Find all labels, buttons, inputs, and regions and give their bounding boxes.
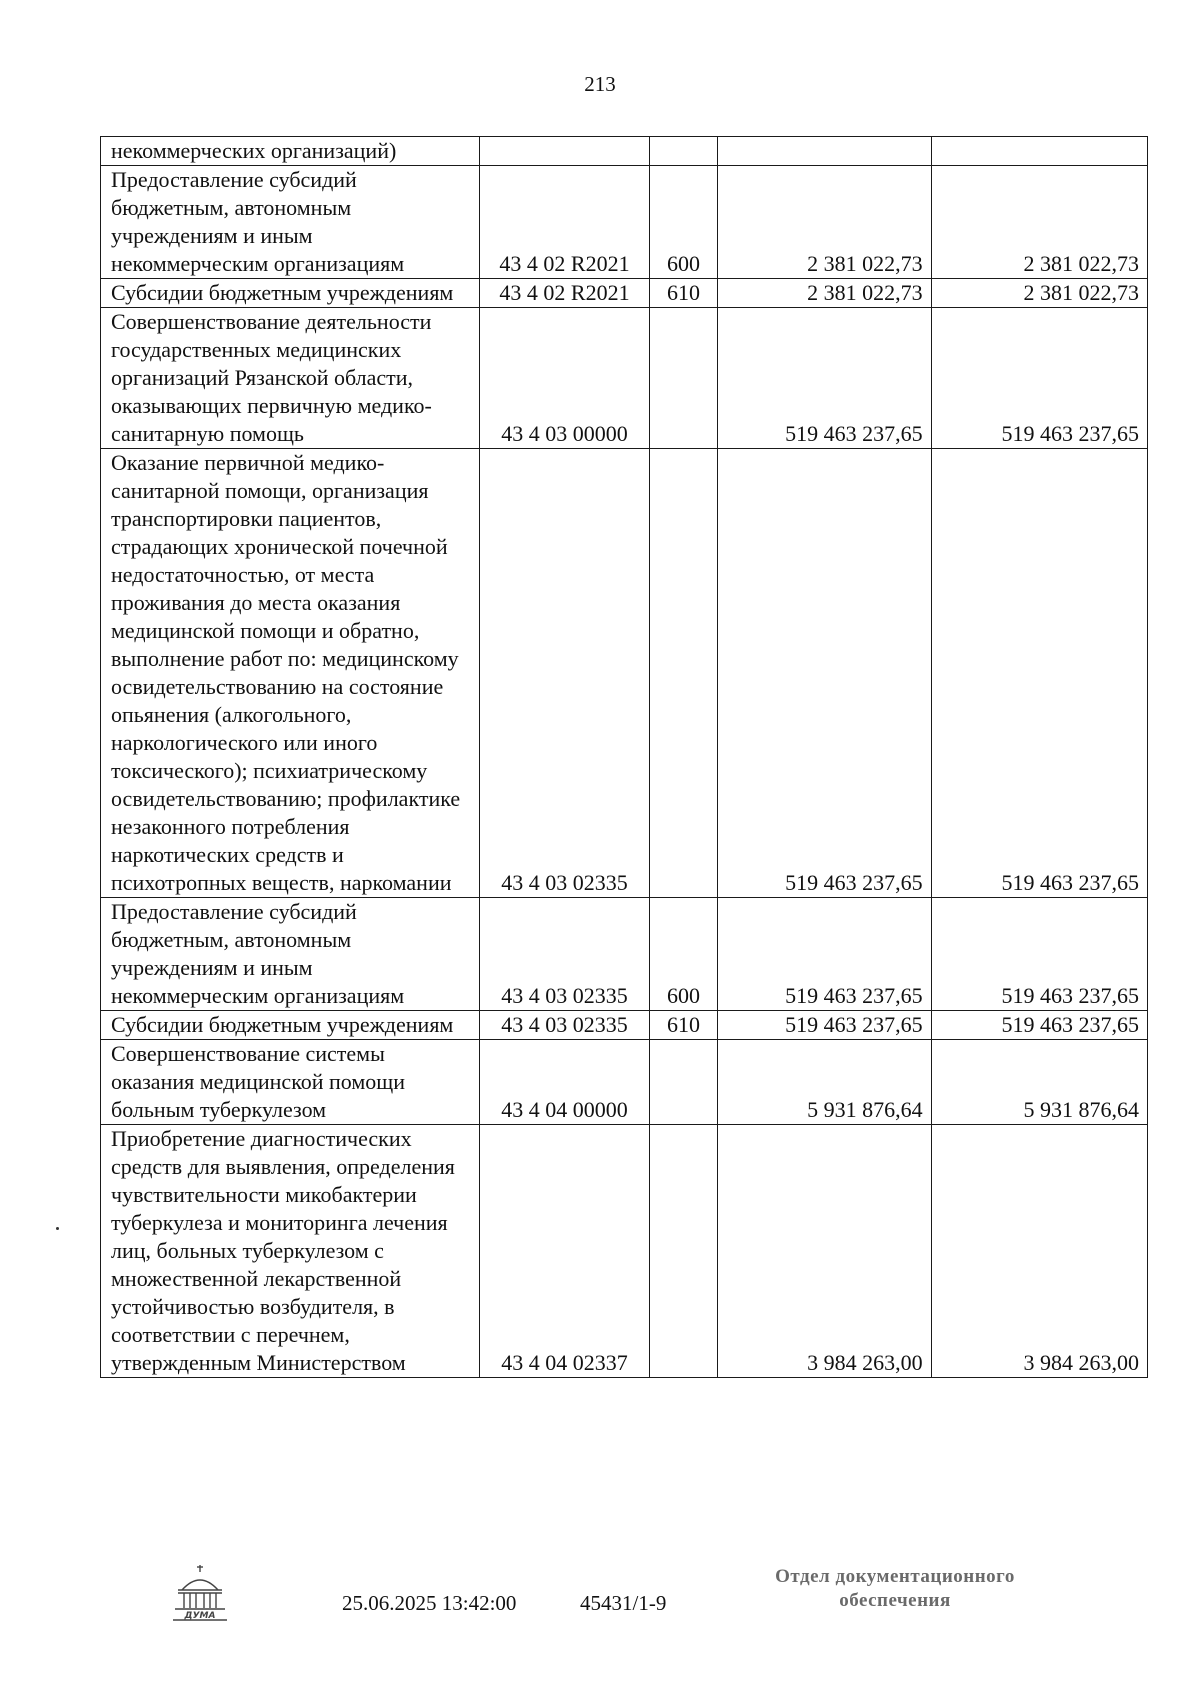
stamp-line-1: Отдел документационного [775,1566,1015,1587]
row-type [650,137,717,166]
row-code [479,137,650,166]
row-code: 43 4 03 02335 [479,1011,650,1040]
row-type: 600 [650,898,717,1011]
table-row [101,1011,1148,1040]
page-number: 213 [584,72,616,96]
row-amount-1: 519 463 237,65 [717,898,931,1011]
row-amount-1: 519 463 237,65 [717,1011,931,1040]
table-row [101,308,1148,449]
table-row [101,279,1148,308]
row-amount-2: 519 463 237,65 [931,449,1147,898]
row-code: 43 4 02 R2021 [479,279,650,308]
svg-text:ДУМА: ДУМА [184,1611,216,1621]
row-amount-1: 5 931 876,64 [717,1040,931,1125]
table-row [101,1040,1148,1125]
row-code: 43 4 02 R2021 [479,166,650,279]
row-type: 610 [650,1011,717,1040]
row-type [650,449,717,898]
table-row [101,898,1148,1011]
table-row [101,1125,1148,1378]
row-amount-2: 2 381 022,73 [931,279,1147,308]
row-name: некоммерческих организаций) [101,137,480,166]
footer-doc-number: 45431/1-9 [580,1591,667,1615]
row-type: 600 [650,166,717,279]
row-name: Субсидии бюджетным учреждениям [101,1011,480,1040]
row-name: Предоставление субсидий бюджетным, автономным учреждениям и иным некоммерческим организациям [101,166,480,279]
row-name: Приобретение диагностических средств для выявления, определения чувствительности микобактерии туберкулеза и мониторинга лечения лиц, больных туберкулезом с множественной лекарственной устойчивостью возбудителя, в соответствии с перечнем, утвержденным Министерством [101,1125,480,1378]
row-name: Совершенствование деятельности государственных медицинских организаций Рязанской области, оказывающих первичную медико-санитарную помощь [101,308,480,449]
scan-speck [56,1227,59,1230]
row-amount-2 [931,137,1147,166]
row-amount-2: 519 463 237,65 [931,1011,1147,1040]
footer-date: 25.06.2025 13:42:00 [342,1591,517,1615]
stamp-line-2: обеспечения [839,1590,951,1611]
row-amount-1: 519 463 237,65 [717,308,931,449]
row-code: 43 4 03 02335 [479,449,650,898]
row-type [650,308,717,449]
row-code: 43 4 04 00000 [479,1040,650,1125]
row-name: Предоставление субсидий бюджетным, автономным учреждениям и иным некоммерческим организациям [101,898,480,1011]
row-name: Совершенствование системы оказания медицинской помощи больным туберкулезом [101,1040,480,1125]
row-type [650,1040,717,1125]
row-name: Субсидии бюджетным учреждениям [101,279,480,308]
row-amount-1: 519 463 237,65 [717,449,931,898]
row-type: 610 [650,279,717,308]
row-amount-1: 3 984 263,00 [717,1125,931,1378]
table-row [101,137,1148,166]
table-row [101,449,1148,898]
row-amount-1 [717,137,931,166]
row-amount-1: 2 381 022,73 [717,166,931,279]
row-amount-2: 5 931 876,64 [931,1040,1147,1125]
row-amount-2: 3 984 263,00 [931,1125,1147,1378]
row-amount-2: 519 463 237,65 [931,308,1147,449]
duma-building-icon [170,1562,230,1624]
department-stamp [745,1565,1045,1613]
row-amount-2: 519 463 237,65 [931,898,1147,1011]
row-code: 43 4 03 02335 [479,898,650,1011]
row-amount-2: 2 381 022,73 [931,166,1147,279]
row-code: 43 4 04 02337 [479,1125,650,1378]
row-name: Оказание первичной медико-санитарной помощи, организация транспортировки пациентов, страдающих хронической почечной недостаточностью, от места проживания до места оказания медицинской помощи и обратно, выполнение работ по: медицинскому освидетельствованию на состояние опьянения (алкогольного, наркологического или иного токсического); психиатрическому освидетельствованию; профилактике незаконного потребления наркотических средств и психотропных веществ, наркомании [101,449,480,898]
row-type [650,1125,717,1378]
row-amount-1: 2 381 022,73 [717,279,931,308]
table-row [101,166,1148,279]
row-code: 43 4 03 00000 [479,308,650,449]
budget-table [100,136,1148,1378]
